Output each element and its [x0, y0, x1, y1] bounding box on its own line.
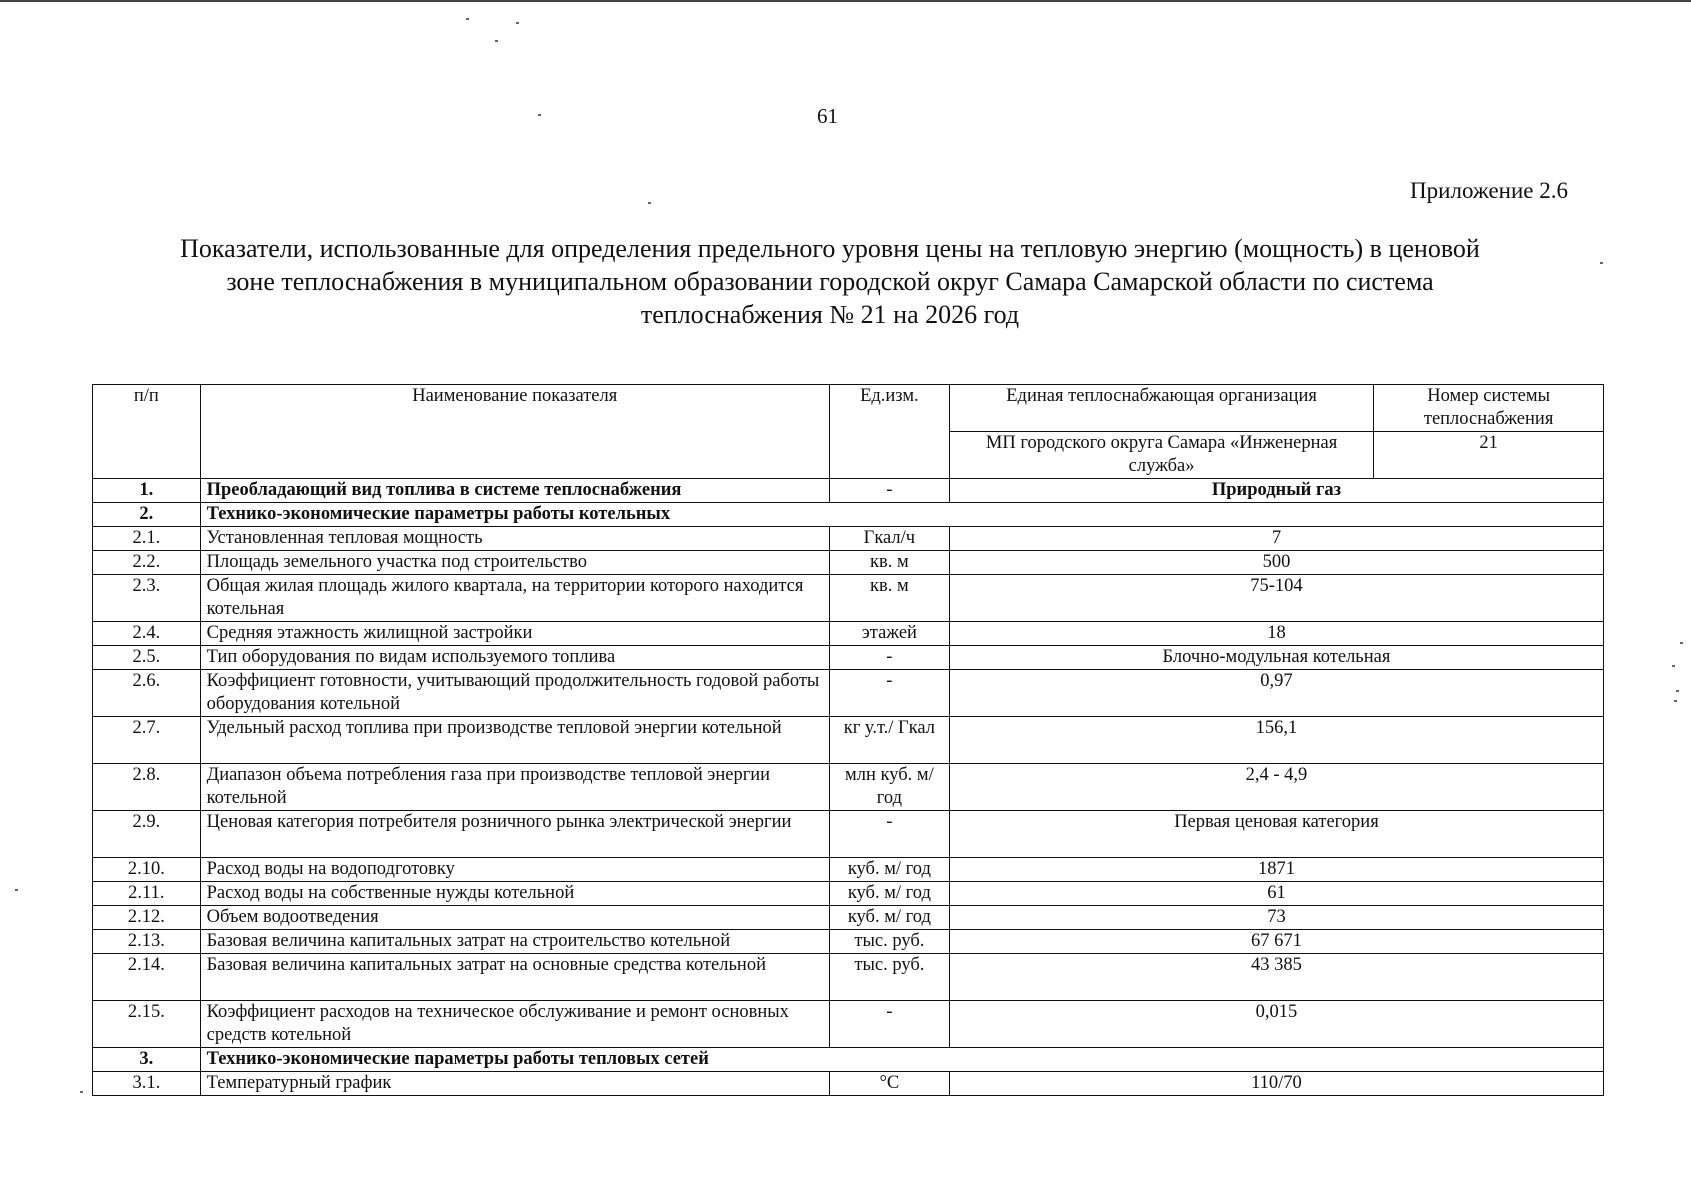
row-value: 75-104	[949, 575, 1603, 622]
row-unit: -	[829, 646, 949, 670]
top-border-line	[0, 0, 1691, 2]
row-section-title: Технико-экономические параметры работы тепловых сетей	[200, 1048, 1603, 1072]
row-indicator-name: Средняя этажность жилищной застройки	[200, 622, 829, 646]
row-indicator-name: Тип оборудования по видам используемого топлива	[200, 646, 829, 670]
row-unit: куб. м/ год	[829, 906, 949, 930]
row-number: 2.8.	[93, 764, 201, 811]
row-number: 3.	[93, 1048, 201, 1072]
row-number: 2.15.	[93, 1001, 201, 1048]
table-row	[93, 858, 1604, 882]
row-unit: -	[829, 811, 949, 858]
table-row	[93, 764, 1604, 811]
row-value: 156,1	[949, 717, 1603, 764]
header-system: Номер системы теплоснабжения	[1374, 385, 1604, 432]
row-value: Природный газ	[949, 479, 1603, 503]
table-row	[93, 670, 1604, 717]
row-number: 2.2.	[93, 551, 201, 575]
title-line: Показатели, использованные для определения предельного уровня цены на тепловую энергию (мощность) в ценовой	[180, 234, 1480, 263]
row-indicator-name: Температурный график	[200, 1072, 829, 1096]
row-indicator-name: Общая жилая площадь жилого квартала, на территории которого находится котельная	[200, 575, 829, 622]
table-row	[93, 551, 1604, 575]
row-unit: кг у.т./ Гкал	[829, 717, 949, 764]
scan-speck	[1672, 665, 1675, 667]
title-line: теплоснабжения № 21 на 2026 год	[640, 300, 1020, 329]
row-unit: куб. м/ год	[829, 882, 949, 906]
row-number: 2.3.	[93, 575, 201, 622]
row-unit: кв. м	[829, 575, 949, 622]
row-unit: тыс. руб.	[829, 930, 949, 954]
table-row	[93, 622, 1604, 646]
scan-speck	[1680, 642, 1683, 644]
scan-speck	[466, 18, 469, 20]
row-number: 2.5.	[93, 646, 201, 670]
table-row	[93, 527, 1604, 551]
row-value: 110/70	[949, 1072, 1603, 1096]
scan-speck	[1600, 262, 1603, 264]
page-number: 61	[817, 104, 838, 128]
row-indicator-name: Коэффициент расходов на техническое обслуживание и ремонт основных средств котельной	[200, 1001, 829, 1048]
row-number: 1.	[93, 479, 201, 503]
table-row	[93, 882, 1604, 906]
table-row	[93, 1048, 1604, 1072]
row-value: 1871	[949, 858, 1603, 882]
document-title	[100, 232, 1560, 331]
scan-speck	[495, 40, 498, 42]
scan-speck	[538, 114, 541, 116]
row-value: 61	[949, 882, 1603, 906]
row-number: 2.	[93, 503, 201, 527]
row-number: 2.9.	[93, 811, 201, 858]
scan-speck	[80, 1091, 83, 1093]
row-number: 2.1.	[93, 527, 201, 551]
row-value: 0,015	[949, 1001, 1603, 1048]
row-number: 2.10.	[93, 858, 201, 882]
scan-speck	[516, 22, 519, 24]
row-unit: тыс. руб.	[829, 954, 949, 1001]
row-unit: -	[829, 670, 949, 717]
row-indicator-name: Ценовая категория потребителя розничного рынка электрической энергии	[200, 811, 829, 858]
row-indicator-name: Площадь земельного участка под строительство	[200, 551, 829, 575]
table-row	[93, 930, 1604, 954]
row-value: 7	[949, 527, 1603, 551]
table-row	[93, 503, 1604, 527]
row-number: 2.12.	[93, 906, 201, 930]
table-row	[93, 1072, 1604, 1096]
row-indicator-name: Преобладающий вид топлива в системе теплоснабжения	[200, 479, 829, 503]
row-number: 2.14.	[93, 954, 201, 1001]
row-number: 2.13.	[93, 930, 201, 954]
table-row	[93, 575, 1604, 622]
scan-speck	[15, 889, 18, 891]
row-unit: -	[829, 1001, 949, 1048]
row-number: 2.6.	[93, 670, 201, 717]
row-section-title: Технико-экономические параметры работы котельных	[200, 503, 1603, 527]
scan-speck	[648, 202, 651, 204]
table-row	[93, 1001, 1604, 1048]
row-value: Блочно-модульная котельная	[949, 646, 1603, 670]
row-indicator-name: Базовая величина капитальных затрат на основные средства котельной	[200, 954, 829, 1001]
table-row	[93, 646, 1604, 670]
row-value: 18	[949, 622, 1603, 646]
header-system-value: 21	[1374, 432, 1604, 479]
row-unit: °C	[829, 1072, 949, 1096]
row-number: 3.1.	[93, 1072, 201, 1096]
row-unit: млн куб. м/год	[829, 764, 949, 811]
table-row	[93, 811, 1604, 858]
row-value: 67 671	[949, 930, 1603, 954]
row-indicator-name: Расход воды на водоподготовку	[200, 858, 829, 882]
header-org: Единая теплоснабжающая организация	[949, 385, 1373, 432]
row-indicator-name: Базовая величина капитальных затрат на строительство котельной	[200, 930, 829, 954]
table-row	[93, 954, 1604, 1001]
row-unit: -	[829, 479, 949, 503]
row-value: 0,97	[949, 670, 1603, 717]
row-number: 2.4.	[93, 622, 201, 646]
row-indicator-name: Расход воды на собственные нужды котельной	[200, 882, 829, 906]
row-value: 2,4 - 4,9	[949, 764, 1603, 811]
row-indicator-name: Диапазон объема потребления газа при производстве тепловой энергии котельной	[200, 764, 829, 811]
row-number: 2.7.	[93, 717, 201, 764]
header-unit: Ед.изм.	[829, 385, 949, 479]
row-indicator-name: Коэффициент готовности, учитывающий продолжительность годовой работы оборудования котельной	[200, 670, 829, 717]
row-value: Первая ценовая категория	[949, 811, 1603, 858]
table-body	[93, 479, 1604, 1096]
row-indicator-name: Установленная тепловая мощность	[200, 527, 829, 551]
table-row	[93, 717, 1604, 764]
row-value: 500	[949, 551, 1603, 575]
indicators-table	[92, 384, 1604, 1096]
row-value: 73	[949, 906, 1603, 930]
table-row	[93, 479, 1604, 503]
appendix-label: Приложение 2.6	[1410, 178, 1568, 203]
header-name: Наименование показателя	[200, 385, 829, 479]
row-unit: этажей	[829, 622, 949, 646]
scan-speck	[1674, 700, 1677, 702]
scan-speck	[1676, 690, 1679, 692]
row-indicator-name: Объем водоотведения	[200, 906, 829, 930]
row-unit: кв. м	[829, 551, 949, 575]
row-unit: Гкал/ч	[829, 527, 949, 551]
row-indicator-name: Удельный расход топлива при производстве тепловой энергии котельной	[200, 717, 829, 764]
row-value: 43 385	[949, 954, 1603, 1001]
header-num: п/п	[93, 385, 201, 479]
row-unit: куб. м/ год	[829, 858, 949, 882]
header-org-value: МП городского округа Самара «Инженерная служба»	[949, 432, 1373, 479]
title-line: зоне теплоснабжения в муниципальном образовании городской округ Самара Самарской области по система	[226, 267, 1434, 296]
table-row	[93, 906, 1604, 930]
row-number: 2.11.	[93, 882, 201, 906]
